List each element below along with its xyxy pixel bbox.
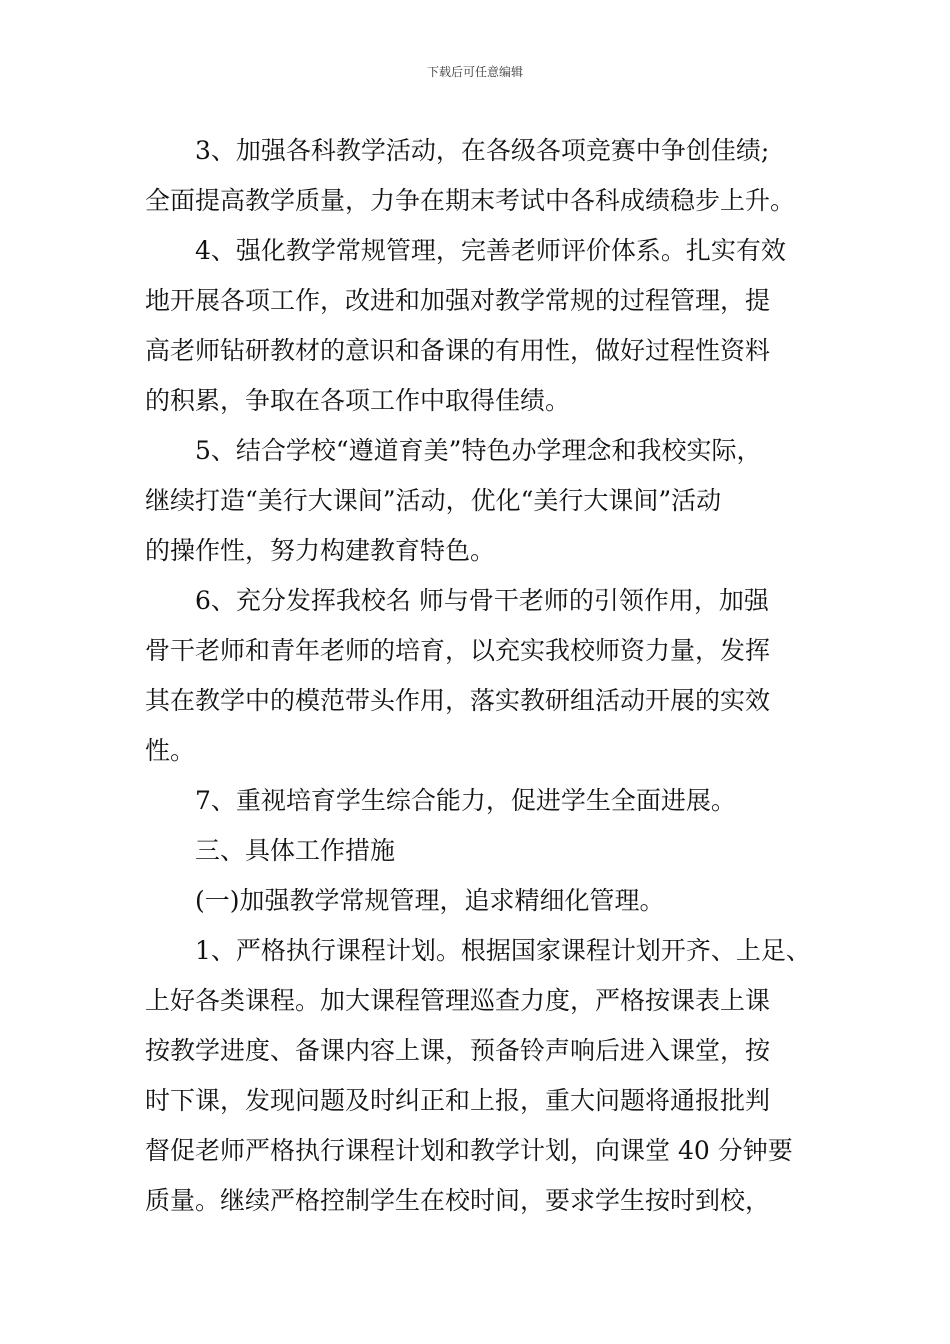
paragraph-line: 6、充分发挥我校名 师与骨干老师的引领作用，加强 bbox=[195, 586, 769, 615]
paragraph-line: 地开展各项工作，改进和加强对教学常规的过程管理，提 bbox=[145, 286, 771, 315]
paragraph-line: 的操作性，努力构建教育特色。 bbox=[145, 536, 496, 565]
section-heading: 三、具体工作措施 bbox=[195, 836, 396, 865]
subsection-heading: (一)加强教学常规管理，追求精细化管理。 bbox=[195, 886, 665, 915]
paragraph-line: 3、加强各科教学活动，在各级各项竞赛中争创佳绩; bbox=[195, 136, 770, 165]
paragraph-line: 的积累，争取在各项工作中取得佳绩。 bbox=[145, 386, 571, 415]
paragraph-line: 督促老师严格执行课程计划和教学计划，向课堂 40 分钟要 bbox=[145, 1136, 793, 1165]
paragraph-line: 1、严格执行课程计划。根据国家课程计划开齐、上足、 bbox=[195, 936, 811, 965]
document-body bbox=[145, 126, 810, 1226]
paragraph-line: 4、强化教学常规管理，完善老师评价体系。扎实有效 bbox=[195, 236, 786, 265]
paragraph-line: 按教学进度、备课内容上课，预备铃声响后进入课堂，按 bbox=[145, 1036, 771, 1065]
paragraph-line: 全面提高教学质量，力争在期末考试中各科成绩稳步上升。 bbox=[145, 186, 796, 215]
paragraph-line: 上好各类课程。加大课程管理巡查力度，严格按课表上课 bbox=[145, 986, 771, 1015]
paragraph-line: 时下课，发现问题及时纠正和上报，重大问题将通报批判 bbox=[145, 1086, 771, 1115]
paragraph-line: 5、结合学校“遵道育美”特色办学理念和我校实际， bbox=[195, 436, 762, 465]
paragraph-line: 7、重视培育学生综合能力，促进学生全面进展。 bbox=[195, 786, 736, 815]
paragraph-line: 质量。继续严格控制学生在校时间，要求学生按时到校， bbox=[145, 1186, 771, 1215]
paragraph-line: 其在教学中的模范带头作用，落实教研组活动开展的实效 bbox=[145, 686, 771, 715]
paragraph-line: 高老师钻研教材的意识和备课的有用性，做好过程性资料 bbox=[145, 336, 771, 365]
paragraph-line: 性。 bbox=[145, 736, 196, 765]
page-header: 下载后可任意编辑 bbox=[426, 65, 523, 79]
paragraph-line: 继续打造“美行大课间”活动，优化“美行大课间”活动 bbox=[145, 486, 722, 515]
paragraph-line: 骨干老师和青年老师的培育，以充实我校师资力量，发挥 bbox=[145, 636, 771, 665]
